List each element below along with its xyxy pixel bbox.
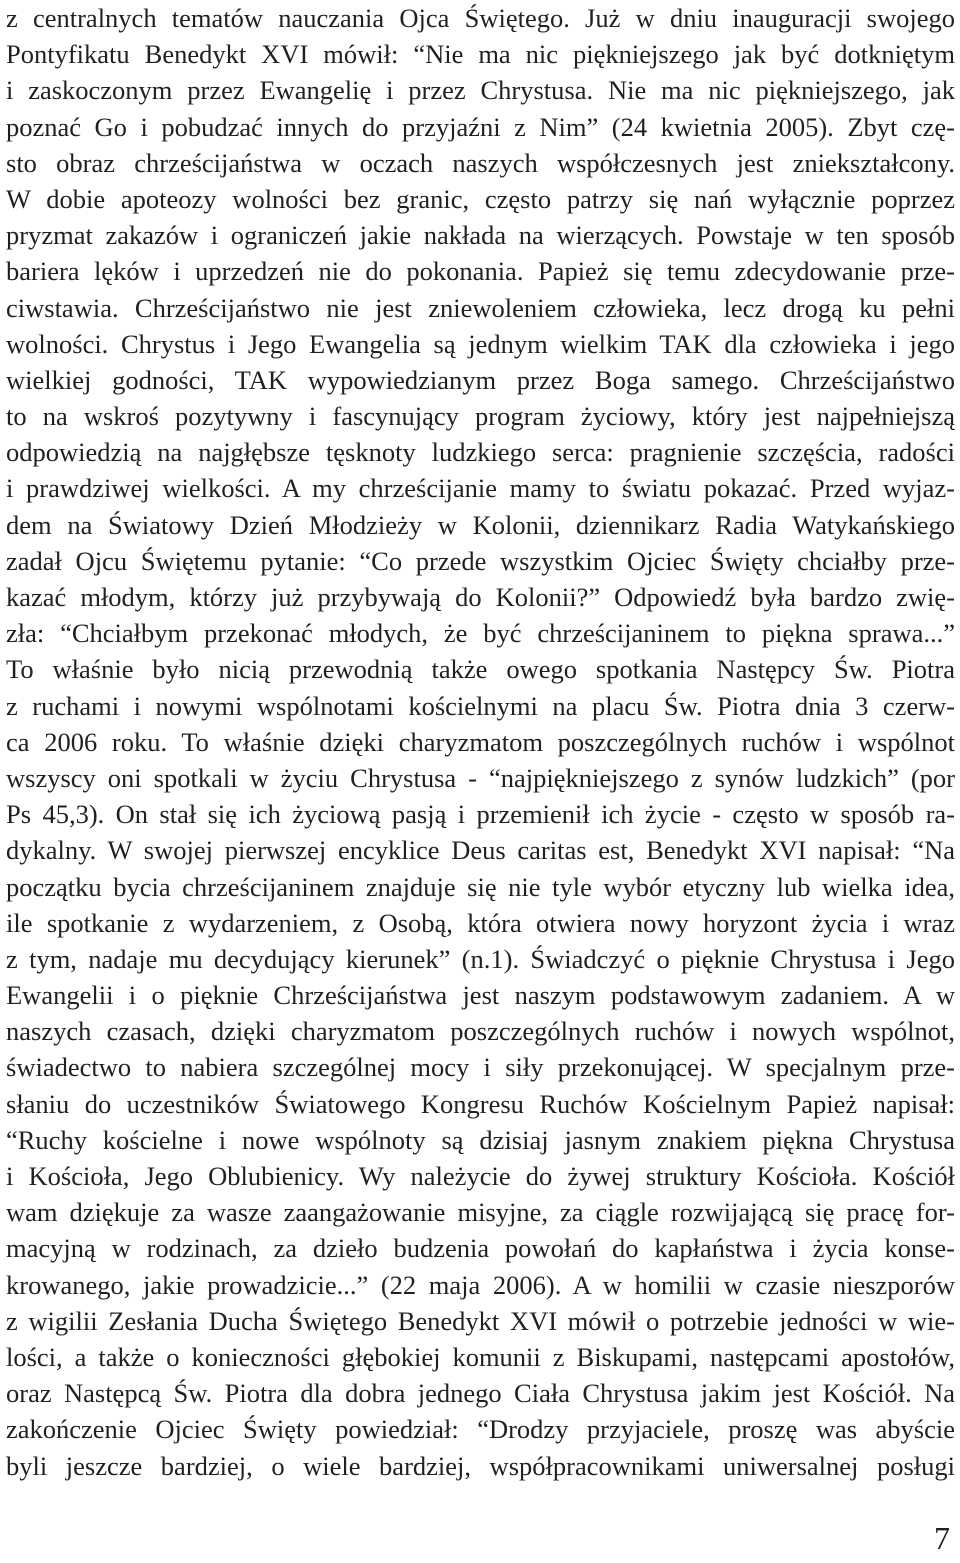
text-line: ile spotkanie z wydarzeniem, z Osobą, która otwiera nowy horyzont życia i wraz: [6, 907, 955, 938]
text-line: poznać Go i pobudzać innych do przyjaźni z Nim” (24 kwietnia 2005). Zbyt czę-: [6, 111, 955, 142]
text-line: zła: “Chciałbym przekonać młodych, że być chrześcijaninem to piękna sprawa...”: [6, 618, 955, 649]
text-line: z ruchami i nowymi wspólnotami kościelnymi na placu Św. Piotra dnia 3 czerw-: [6, 690, 955, 721]
text-line: W dobie apoteozy wolności bez granic, często patrzy się nań wyłącznie poprzez: [6, 183, 955, 214]
text-line: zadał Ojcu Świętemu pytanie: “Co przede wszystkim Ojciec Święty chciałby prze-: [6, 545, 955, 576]
text-line: z tym, nadaje mu decydujący kierunek” (n.1). Świadczyć o pięknie Chrystusa i Jego: [6, 943, 955, 974]
text-line: bariera lęków i uprzedzeń nie do pokonania. Papież się temu zdecydowanie prze-: [6, 256, 955, 287]
text-line: wam dziękuje za wasze zaangażowanie misyjne, za ciągle rozwijającą się pracę for-: [6, 1197, 955, 1228]
text-line: oraz Następcą Św. Piotra dla dobra jednego Ciała Chrystusa jakim jest Kościół. Na: [6, 1378, 955, 1409]
text-line: i prawdziwej wielkości. A my chrześcijanie mamy to światu pokazać. Przed wyjaz-: [6, 473, 955, 504]
text-line: dem na Światowy Dzień Młodzieży w Kolonii, dziennikarz Radia Watykańskiego: [6, 509, 955, 540]
text-line: wszyscy oni spotkali w życiu Chrystusa - “najpiękniejszego z synów ludzkich” (por: [6, 762, 955, 793]
text-line: dykalny. W swojej pierwszej encyklice Deus caritas est, Benedykt XVI napisał: “Na: [6, 835, 955, 866]
text-line: “Ruchy kościelne i nowe wspólnoty są dzisiaj jasnym znakiem piękna Chrystusa: [6, 1124, 955, 1155]
text-line: kazać młodym, którzy już przybywają do Kolonii?” Odpowiedź była bardzo zwię-: [6, 582, 955, 612]
text-line: to na wskroś pozytywny i fascynujący program życiowy, który jest najpełniejszą: [6, 401, 955, 432]
text-line: byli jeszcze bardziej, o wiele bardziej, współpracownikami uniwersalnej posługi: [6, 1450, 955, 1481]
text-line: słaniu do uczestników Światowego Kongresu Ruchów Kościelnym Papież napisał:: [6, 1088, 955, 1119]
text-line: To właśnie było nicią przewodnią także owego spotkania Następcy Św. Piotra: [6, 654, 955, 685]
text-line: zakończenie Ojciec Święty powiedział: “Drodzy przyjaciele, proszę was abyście: [6, 1414, 955, 1445]
text-line: Ps 45,3). On stał się ich życiową pasją i przemienił ich życie - często w sposób ra-: [6, 799, 955, 830]
text-line: krowanego, jakie prowadzicie...” (22 maja 2006). A w homilii w czasie nieszporów: [6, 1269, 955, 1300]
text-line: z wigilii Zesłania Ducha Świętego Benedykt XVI mówił o potrzebie jedności w wie-: [6, 1305, 955, 1336]
text-line: odpowiedzią na najgłębsze tęsknoty ludzkiego serca: pragnienie szczęścia, radości: [6, 437, 955, 468]
text-line: wielkiej godności, TAK wypowiedzianym przez Boga samego. Chrześcijaństwo: [6, 364, 955, 395]
text-line: i zaskoczonym przez Ewangelię i przez Chrystusa. Nie ma nic piękniejszego, jak: [6, 75, 955, 106]
text-line: ca 2006 roku. To właśnie dzięki charyzmatom poszczególnych ruchów i wspólnot: [6, 726, 955, 757]
body-text: [6, 0, 955, 1484]
text-line: wolności. Chrystus i Jego Ewangelia są jednym wielkim TAK dla człowieka i jego: [6, 328, 955, 359]
text-line: i Kościoła, Jego Oblubienicy. Wy należycie do żywej struktury Kościoła. Kościół: [6, 1161, 955, 1191]
text-line: pryzmat zakazów i ograniczeń jakie nakłada na wierzących. Powstaje w ten sposób: [6, 220, 955, 251]
text-line: świadectwo to nabiera szczególnej mocy i siły przekonującej. W specjalnym prze-: [6, 1052, 955, 1083]
text-line: sto obraz chrześcijaństwa w oczach naszych współczesnych jest zniekształcony.: [6, 147, 955, 178]
page-number: 7: [934, 1520, 950, 1556]
text-line: ciwstawia. Chrześcijaństwo nie jest zniewoleniem człowieka, lecz drogą ku pełni: [6, 292, 955, 323]
text-line: Ewangelii i o pięknie Chrześcijaństwa jest naszym podstawowym zadaniem. A w: [6, 980, 955, 1011]
text-line: lości, a także o konieczności głębokiej komunii z Biskupami, następcami apostołów,: [6, 1341, 955, 1372]
text-line: naszych czasach, dzięki charyzmatom poszczególnych ruchów i nowych wspólnot,: [6, 1016, 955, 1047]
text-line: macyjną w rodzinach, za dzieło budzenia powołań do kapłaństwa i życia konse-: [6, 1233, 955, 1264]
text-line: z centralnych tematów nauczania Ojca Świętego. Już w dniu inauguracji swojego: [6, 3, 955, 33]
text-line: początku bycia chrześcijaninem znajduje się nie tyle wybór etyczny lub wielka idea,: [6, 871, 955, 902]
text-line: Pontyfikatu Benedykt XVI mówił: “Nie ma nic piękniejszego jak być dotkniętym: [6, 39, 955, 70]
